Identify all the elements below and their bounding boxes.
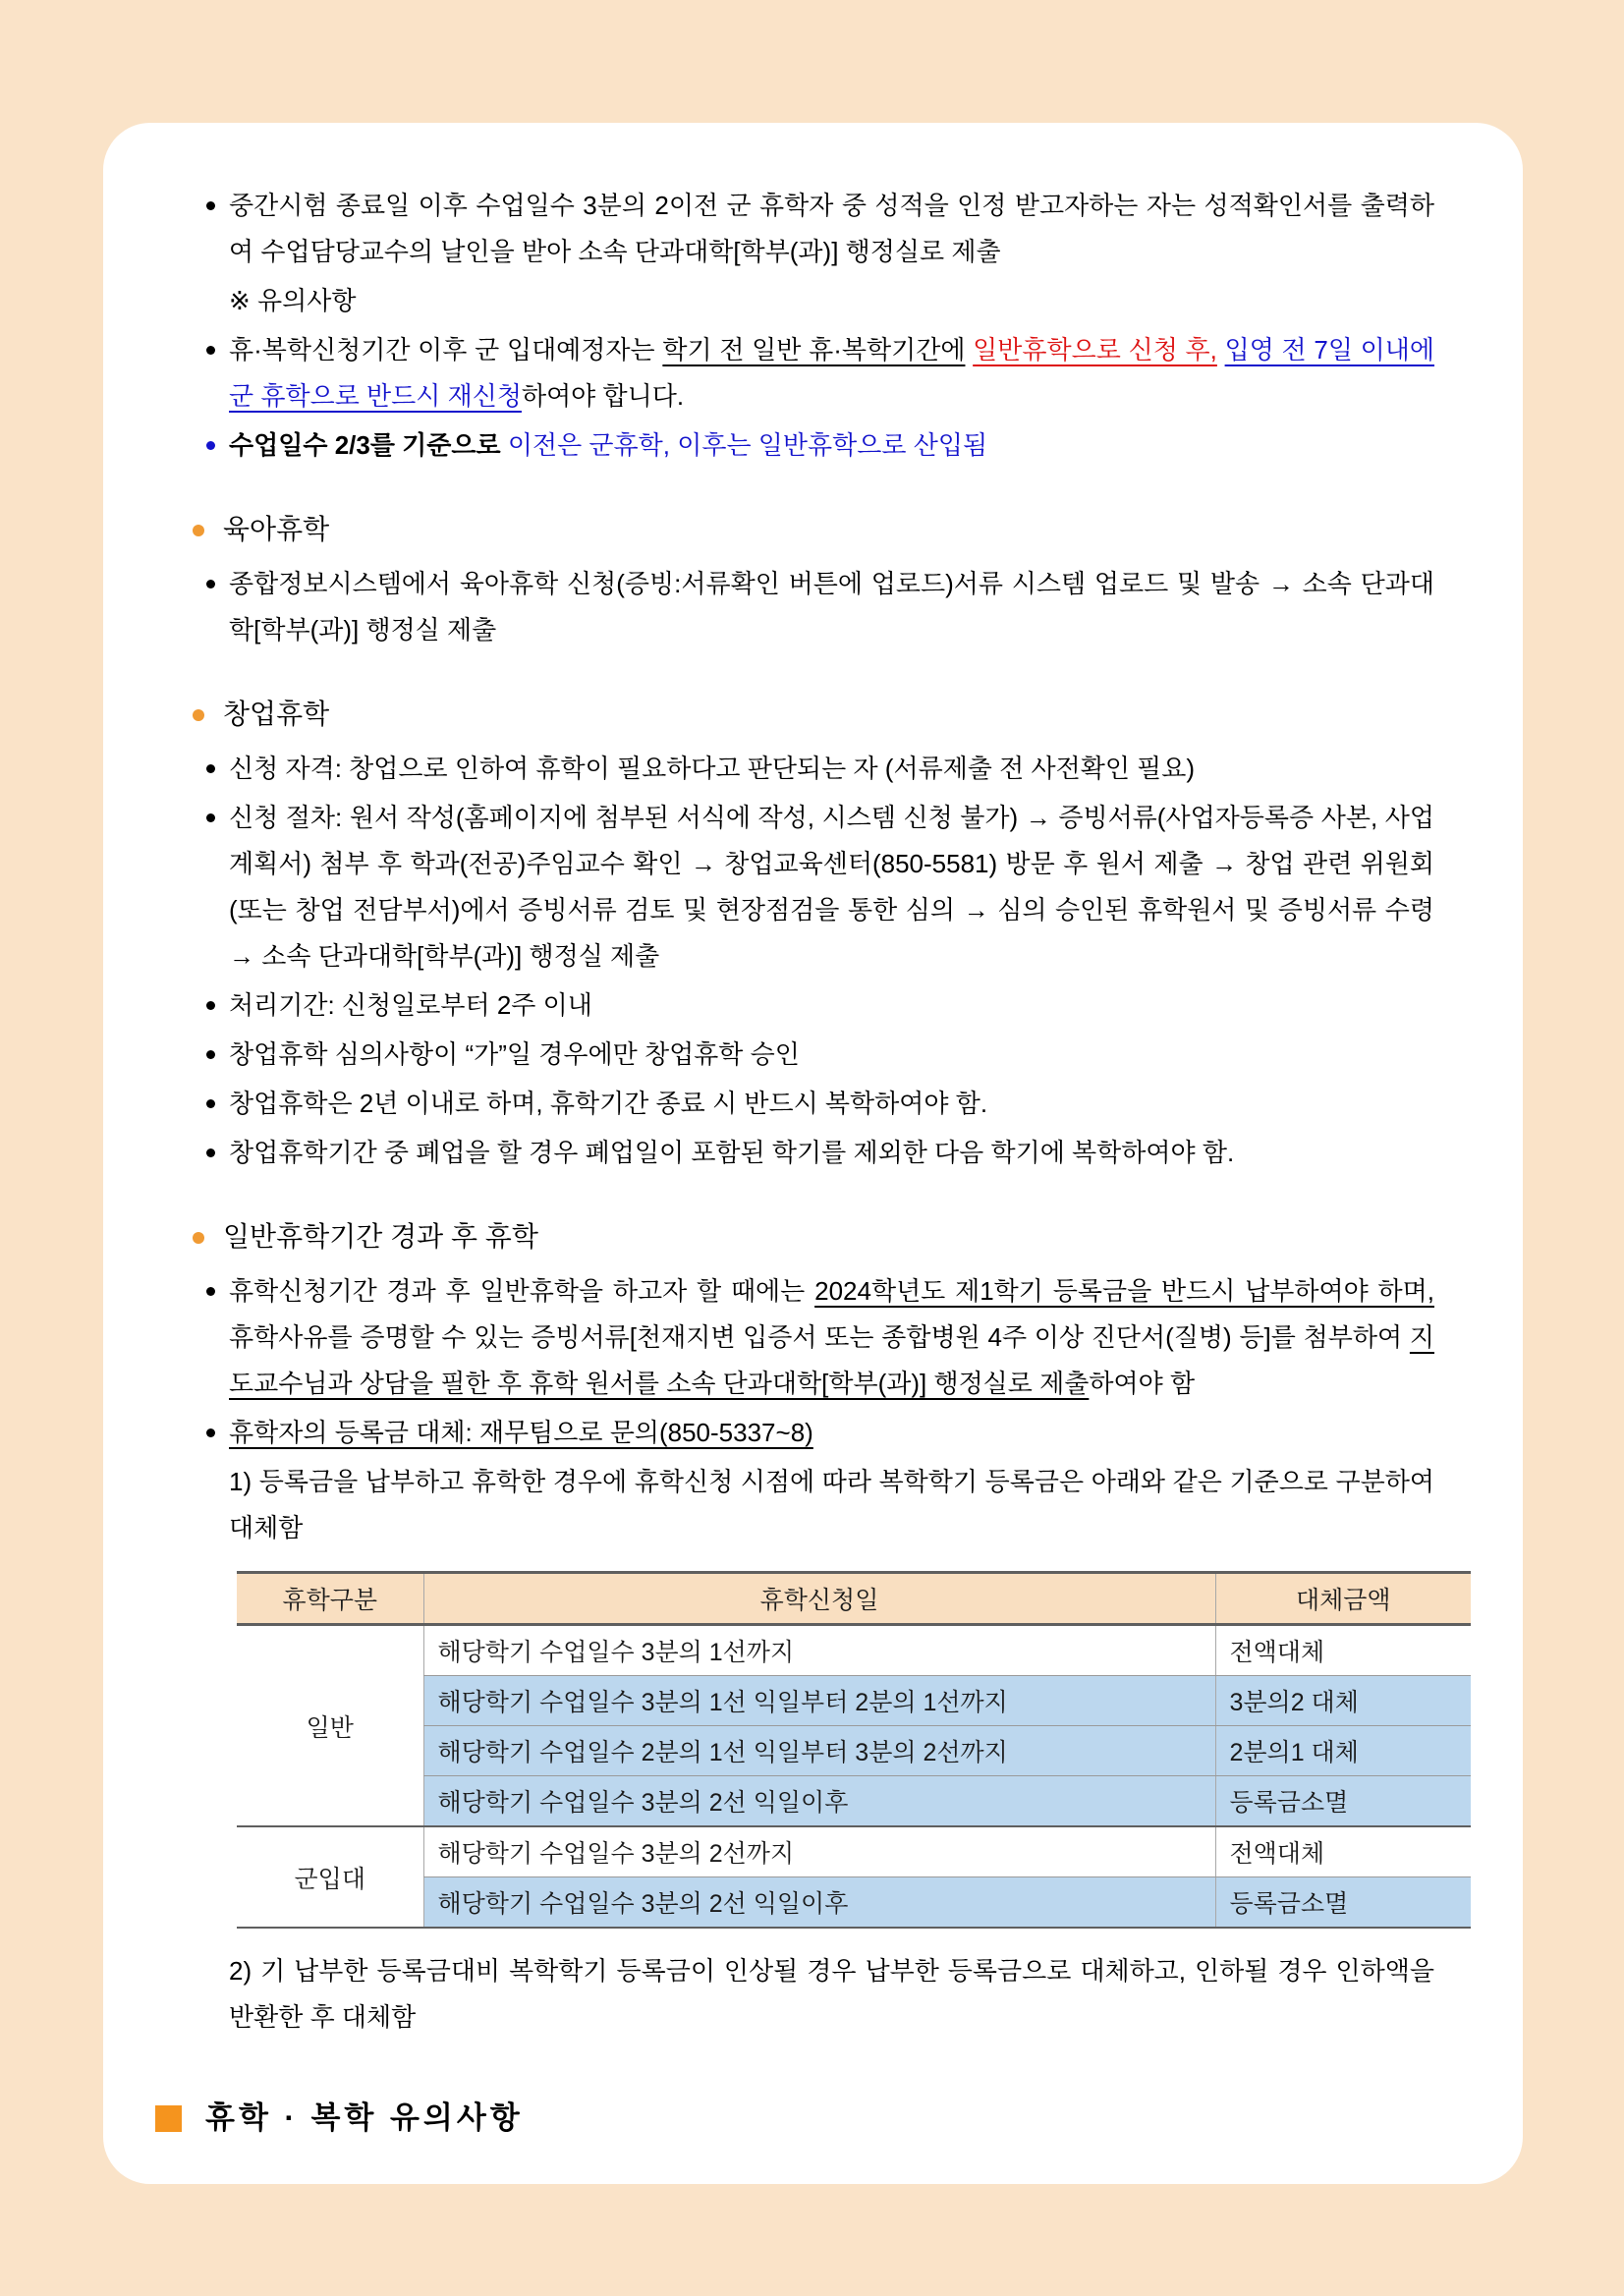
numbered-item-1: [190, 1459, 1434, 1551]
item-startup-closure: [190, 1130, 1434, 1176]
text-segment: 일반휴학으로 신청 후,: [973, 335, 1217, 364]
table-group-label: 일반: [237, 1625, 423, 1827]
item-startup-duration: [190, 1081, 1434, 1127]
text-segment: 입영 전 7일 이내에 군 휴학으로 반드시 재신청: [229, 335, 1435, 411]
table-header-cell: 대체금액: [1215, 1573, 1471, 1625]
table-row: [237, 1625, 1471, 1676]
item-military-reapply: [190, 327, 1434, 420]
item-after-period-leave: [190, 1268, 1434, 1407]
item-processing-period: [190, 982, 1434, 1029]
table-group-label: 군입대: [237, 1826, 423, 1928]
heading-startup-leave: [190, 691, 1434, 738]
numbered-item-2: [190, 1948, 1434, 2041]
table-cell-date: 해당학기 수업일수 3분의 1선 익일부터 2분의 1선까지: [423, 1676, 1215, 1726]
text-segment: 2024학년도 제1학기 등록금을 반드시 납부하여야 하며,: [814, 1276, 1434, 1306]
text-segment: 신청 절차: 원서 작성(홈페이지에 첨부된 서식에 작성, 시스템 신청 불가) → 증빙서류(사업자등록증 사본, 사업계획서) 첨부 후 학과(전공)주임교수 확인 → 창업교육센터(850-5581) 방문 후 원서 제출 → 창업 관련 위원회(또는 창업 전담부서)에서 증빙서류 검토 및 현장점검을 통한 심의 → 심의 승인된 휴학원서 및 증빙서류 수령 → 소속 단과대학[학부(과)] 행정실 제출: [229, 803, 1434, 971]
text-segment: 창업휴학은 2년 이내로 하며, 휴학기간 종료 시 반드시 복학하여야 함.: [229, 1089, 988, 1118]
document-card: [103, 123, 1523, 2184]
item-two-thirds-rule: [190, 422, 1434, 469]
table-cell-date: 해당학기 수업일수 3분의 2선 익일이후: [423, 1776, 1215, 1827]
item-startup-eligibility: [190, 746, 1434, 792]
section-marker-icon: [155, 2105, 182, 2132]
table-cell-amount: 등록금소멸: [1215, 1776, 1471, 1827]
text-segment: ※ 유의사항: [229, 286, 357, 315]
item-startup-approval: [190, 1032, 1434, 1078]
tuition-substitute-table: [237, 1571, 1471, 1929]
note-caution: [190, 278, 1434, 324]
table-cell-amount: 등록금소멸: [1215, 1877, 1471, 1929]
document-content: [190, 183, 1434, 2142]
item-startup-procedure: [190, 795, 1434, 980]
text-segment: 수업일수 2/3를 기준으로: [229, 430, 508, 460]
text-segment: [1217, 335, 1225, 364]
item-tuition-substitute-contact: [190, 1410, 1434, 1456]
text-segment: 1) 등록금을 납부하고 휴학한 경우에 휴학신청 시점에 따라 복학학기 등록금은 아래와 같은 기준으로 구분하여 대체함: [229, 1467, 1434, 1542]
text-segment: 육아휴학: [223, 514, 330, 544]
text-segment: 지도교수님과 상담을 필한 후 휴학 원서를 소속 단과대학[학부(과)] 행정실로 제출: [229, 1322, 1434, 1398]
text-segment: 학기 전 일반 휴·복학기간에: [662, 335, 966, 364]
table-cell-date: 해당학기 수업일수 3분의 2선 익일이후: [423, 1877, 1215, 1929]
text-segment: 휴학신청기간 경과 후 일반휴학을 하고자 할 때에는: [229, 1276, 815, 1306]
table-cell-amount: 전액대체: [1215, 1826, 1471, 1877]
table-header-cell: 휴학신청일: [423, 1573, 1215, 1625]
section-title-text: [205, 2095, 524, 2142]
text-segment: 2) 기 납부한 등록금대비 복학학기 등록금이 인상될 경우 납부한 등록금으로 대체하고, 인하될 경우 인하액을 반환한 후 대체함: [229, 1956, 1434, 2032]
text-segment: 창업휴학 심의사항이 “가”일 경우에만 창업휴학 승인: [229, 1039, 800, 1069]
item-parental-procedure: [190, 561, 1434, 653]
text-segment: 중간시험 종료일 이후 수업일수 3분의 2이전 군 휴학자 중 성적을 인정 받고자하는 자는 성적확인서를 출력하여 수업담당교수의 날인을 받아 소속 단과대학[학부(과)] 행정실로 제출: [229, 191, 1434, 266]
text-segment: 휴학 · 복학 유의사항: [205, 2100, 524, 2135]
text-segment: 처리기간: 신청일로부터 2주 이내: [229, 990, 592, 1020]
text-segment: 휴학사유를 증명할 수 있는 증빙서류[천재지변 입증서 또는 종합병원 4주 이상 진단서(질병) 등]를 첨부하여: [229, 1322, 1410, 1352]
text-segment: 종합정보시스템에서 육아휴학 신청(증빙:서류확인 버튼에 업로드)서류 시스템 업로드 및 발송 → 소속 단과대학[학부(과)] 행정실 제출: [229, 569, 1434, 644]
table-header-cell: 휴학구분: [237, 1573, 423, 1625]
item-midterm-grade: [190, 183, 1434, 275]
heading-parental-leave: [190, 506, 1434, 553]
table-cell-date: 해당학기 수업일수 3분의 2선까지: [423, 1826, 1215, 1877]
text-segment: 휴학자의 등록금 대체: 재무팀으로 문의(850-5337~8): [229, 1418, 813, 1447]
text-segment: 창업휴학기간 중 폐업을 할 경우 폐업일이 포함된 학기를 제외한 다음 학기에 복학하여야 함.: [229, 1138, 1235, 1167]
table-cell-date: 해당학기 수업일수 3분의 1선까지: [423, 1625, 1215, 1676]
section-title-leave-return-notes: [155, 2095, 1434, 2142]
text-segment: 하여야 합니다.: [521, 381, 685, 411]
table-cell-amount: 2분의1 대체: [1215, 1726, 1471, 1776]
text-segment: 창업휴학: [223, 699, 330, 729]
table-cell-date: 해당학기 수업일수 2분의 1선 익일부터 3분의 2선까지: [423, 1726, 1215, 1776]
heading-after-general-leave: [190, 1213, 1434, 1260]
table-cell-amount: 3분의2 대체: [1215, 1676, 1471, 1726]
table-row: [237, 1826, 1471, 1877]
text-segment: [965, 335, 973, 364]
text-segment: 휴·복학신청기간 이후 군 입대예정자는: [229, 335, 663, 364]
text-segment: 신청 자격: 창업으로 인하여 휴학이 필요하다고 판단되는 자 (서류제출 전 사전확인 필요): [229, 754, 1196, 783]
text-segment: 이전은 군휴학, 이후는 일반휴학으로 산입됨: [507, 430, 988, 460]
text-segment: 일반휴학기간 경과 후 휴학: [223, 1221, 538, 1252]
text-segment: 하여야 함: [1089, 1369, 1196, 1398]
table-cell-amount: 전액대체: [1215, 1625, 1471, 1676]
